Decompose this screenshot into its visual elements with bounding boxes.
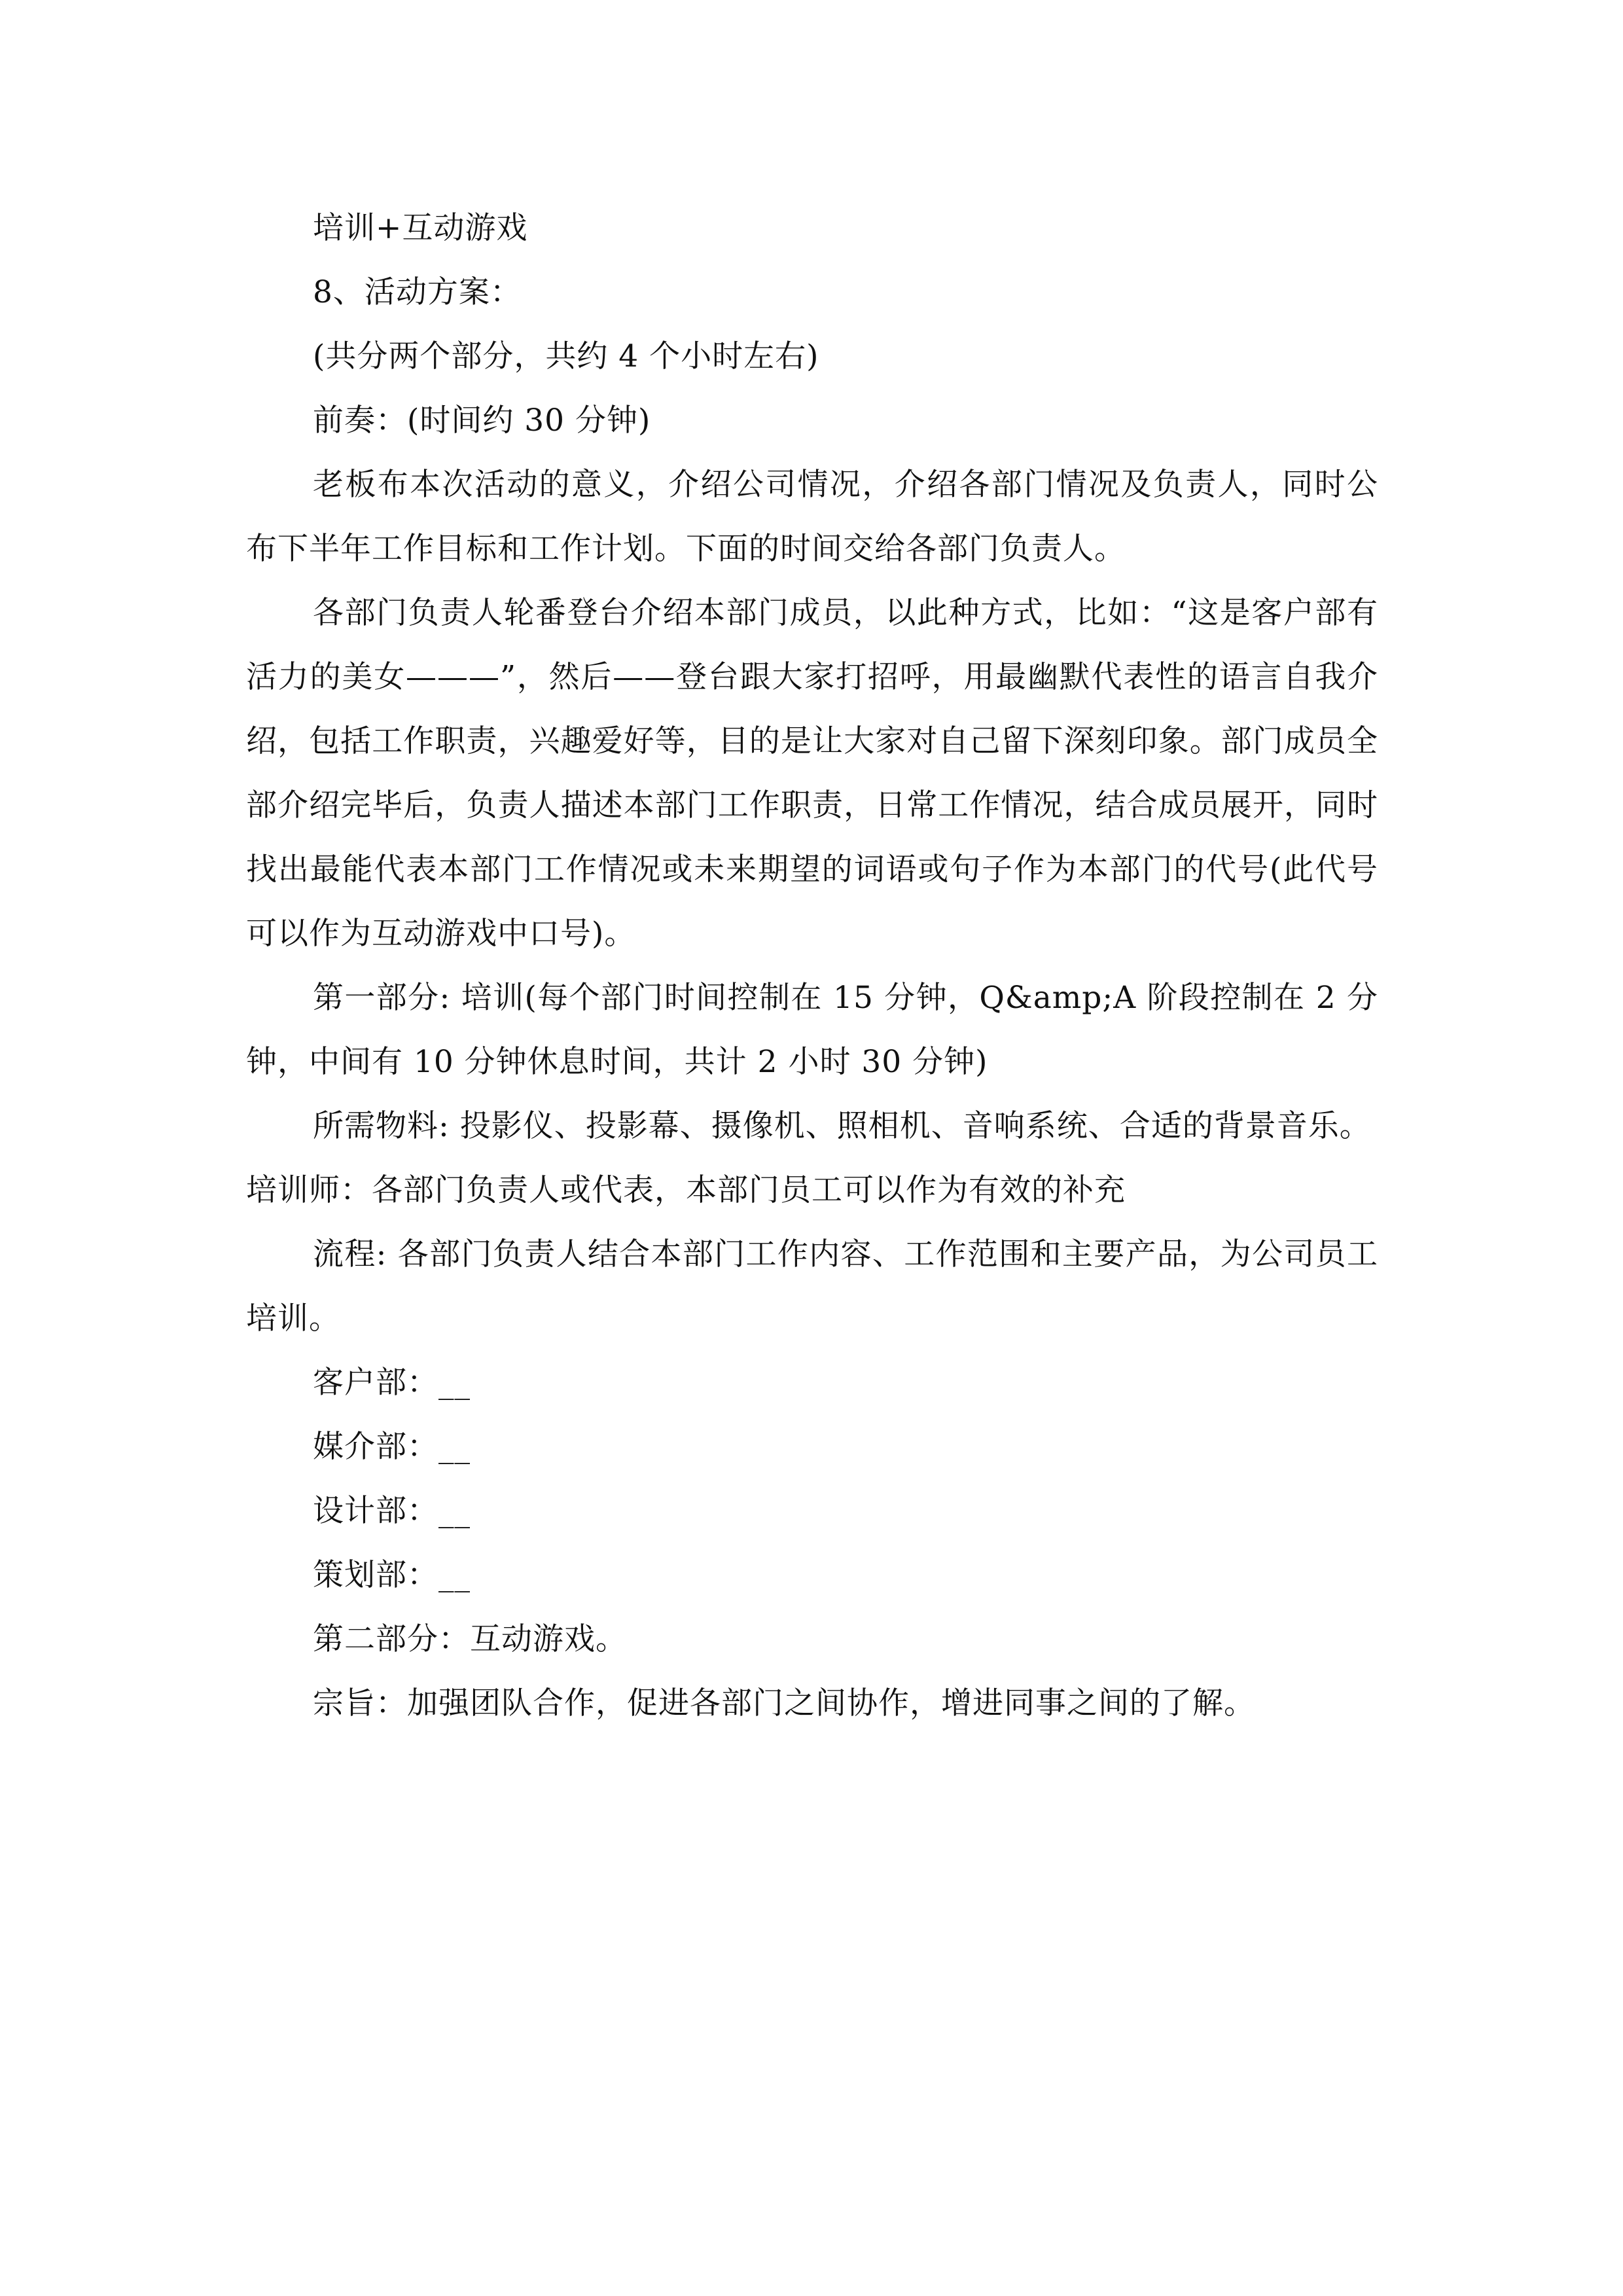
document-body xyxy=(246,196,1378,1736)
paragraph-process: 流程: 各部门负责人结合本部门工作内容、工作范围和主要产品，为公司员工培训。 xyxy=(246,1236,1378,1336)
paragraph-format: 培训+互动游戏 xyxy=(313,210,528,246)
paragraph-prelude: 前奏：(时间约 30 分钟) xyxy=(313,403,651,439)
paragraph-media-dept: 媒介部：__ xyxy=(313,1429,471,1465)
paragraph-trainers: 培训师：各部门负责人或代表，本部门员工可以作为有效的补充 xyxy=(246,1172,1126,1208)
paragraph-plan-duration: (共分两个部分，共约 4 个小时左右) xyxy=(313,338,819,374)
paragraph-part-one: 第一部分: 培训(每个部门时间控制在 15 分钟，Q&amp;A 阶段控制在 2 分钟，中间有 10 分钟休息时间，共计 2 小时 30 分钟) xyxy=(246,980,1378,1080)
paragraph-materials: 所需物料: 投影仪、投影幕、摄像机、照相机、音响系统、合适的背景音乐。 xyxy=(313,1108,1371,1144)
paragraph-purpose: 宗旨：加强团队合作，促进各部门之间协作，增进同事之间的了解。 xyxy=(313,1685,1255,1721)
paragraph-plan-heading: 8、活动方案： xyxy=(313,274,522,310)
paragraph-client-dept: 客户部：__ xyxy=(313,1365,471,1401)
paragraph-department-intro: 各部门负责人轮番登台介绍本部门成员，以此种方式，比如：“这是客户部有活力的美女———”，然后——登台跟大家打招呼，用最幽默代表性的语言自我介绍，包括工作职责，兴趣爱好等，目的是让大家对自己留下深刻印象。部门成员全部介绍完毕后，负责人描述本部门工作职责，日常工作情况，结合成员展开，同时找出最能代表本部门工作情况或未来期望的词语或句子作为本部门的代号(此代号可以作为互动游戏中口号)。 xyxy=(246,595,1378,952)
paragraph-planning-dept: 策划部：__ xyxy=(313,1557,471,1593)
paragraph-boss-intro: 老板布本次活动的意义，介绍公司情况，介绍各部门情况及负责人，同时公布下半年工作目标和工作计划。下面的时间交给各部门负责人。 xyxy=(246,467,1378,567)
paragraph-design-dept: 设计部：__ xyxy=(313,1493,471,1529)
paragraph-part-two: 第二部分：互动游戏。 xyxy=(313,1621,627,1657)
